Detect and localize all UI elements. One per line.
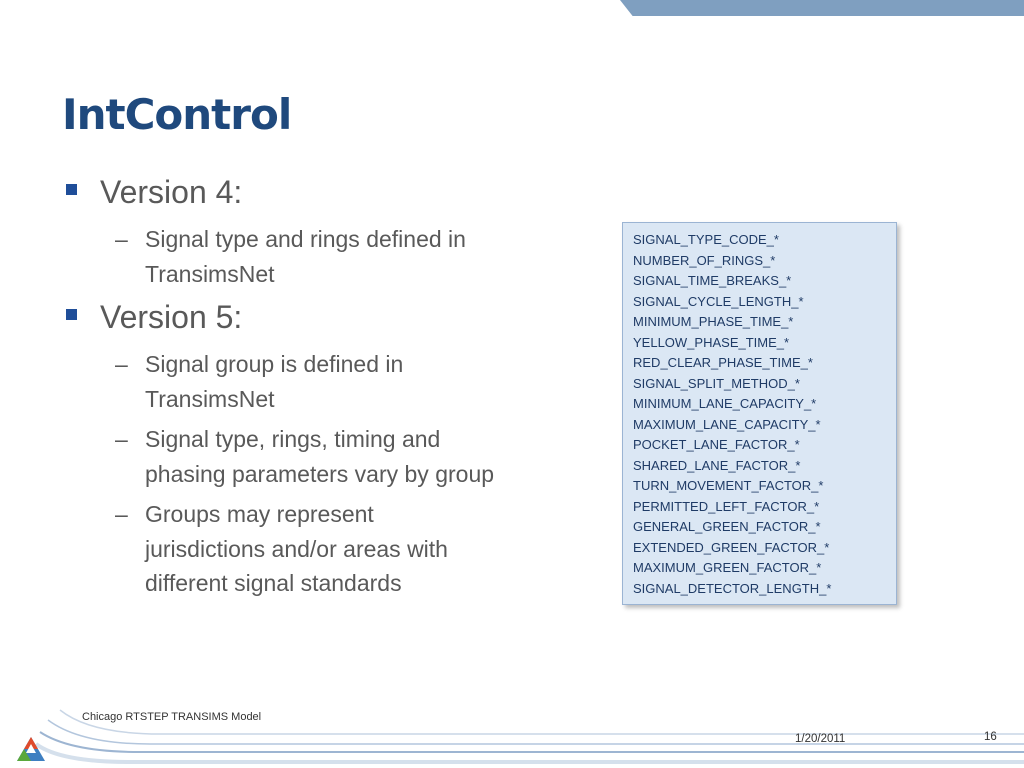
sub-bullet <box>60 422 500 491</box>
dash-bullet-icon: – <box>115 226 128 252</box>
parameter-item: NUMBER_OF_RINGS_* <box>633 252 776 268</box>
parameter-item: GENERAL_GREEN_FACTOR_* <box>633 519 821 534</box>
dash-bullet-icon: – <box>115 426 128 452</box>
sub-bullet <box>60 497 500 601</box>
triangle-logo-icon <box>16 736 46 762</box>
bullet-text: Version 4: <box>100 174 243 210</box>
slide-date: 1/20/2011 <box>795 733 846 745</box>
parameter-item: SIGNAL_TIME_BREAKS_* <box>633 273 792 288</box>
sub-bullet-text: Signal group is defined in TransimsNet <box>145 351 404 412</box>
parameter-item: SIGNAL_SPLIT_METHOD_* <box>633 375 800 391</box>
parameter-item: SIGNAL_TYPE_CODE_* <box>633 232 779 247</box>
parameter-item: YELLOW_PHASE_TIME_* <box>633 334 790 350</box>
square-bullet-icon <box>66 184 77 195</box>
parameter-item: MAXIMUM_GREEN_FACTOR_* <box>633 560 822 575</box>
parameter-item: POCKET_LANE_FACTOR_* <box>633 437 800 452</box>
slide-body <box>60 172 500 607</box>
bullet-text: Version 5: <box>100 299 243 335</box>
parameter-list-box <box>622 222 897 605</box>
dash-bullet-icon: – <box>115 501 128 527</box>
parameter-item: TURN_MOVEMENT_FACTOR_* <box>633 478 824 493</box>
parameter-item: RED_CLEAR_PHASE_TIME_* <box>633 355 813 370</box>
footer-label: Chicago RTSTEP TRANSIMS Model <box>82 711 262 723</box>
parameter-item: MINIMUM_LANE_CAPACITY_* <box>633 396 817 411</box>
parameter-item: MAXIMUM_LANE_CAPACITY_* <box>633 416 821 432</box>
parameter-item: SIGNAL_DETECTOR_LENGTH_* <box>633 580 832 596</box>
parameter-item: EXTENDED_GREEN_FACTOR_* <box>633 539 830 555</box>
bullet-version-4 <box>60 172 500 212</box>
sub-bullet <box>60 347 500 416</box>
parameter-item: MINIMUM_PHASE_TIME_* <box>633 314 794 329</box>
top-accent-band <box>620 0 1024 16</box>
footer-swoosh-lines <box>0 690 1024 768</box>
square-bullet-icon <box>66 309 77 320</box>
sub-bullet-text: Groups may represent jurisdictions and/or areas with different signal standards <box>145 501 448 596</box>
slide-title: IntControl <box>62 90 292 139</box>
parameter-item: PERMITTED_LEFT_FACTOR_* <box>633 498 820 514</box>
sub-bullet <box>60 222 500 291</box>
parameter-item: SHARED_LANE_FACTOR_* <box>633 457 801 473</box>
bullet-version-5 <box>60 297 500 337</box>
sub-bullet-text: Signal type, rings, timing and phasing parameters vary by group <box>145 426 495 487</box>
slide-number: 16 <box>984 731 997 743</box>
parameter-item: SIGNAL_CYCLE_LENGTH_* <box>633 293 804 309</box>
dash-bullet-icon: – <box>115 351 128 377</box>
sub-bullet-text: Signal type and rings defined in TransimsNet <box>145 226 466 287</box>
